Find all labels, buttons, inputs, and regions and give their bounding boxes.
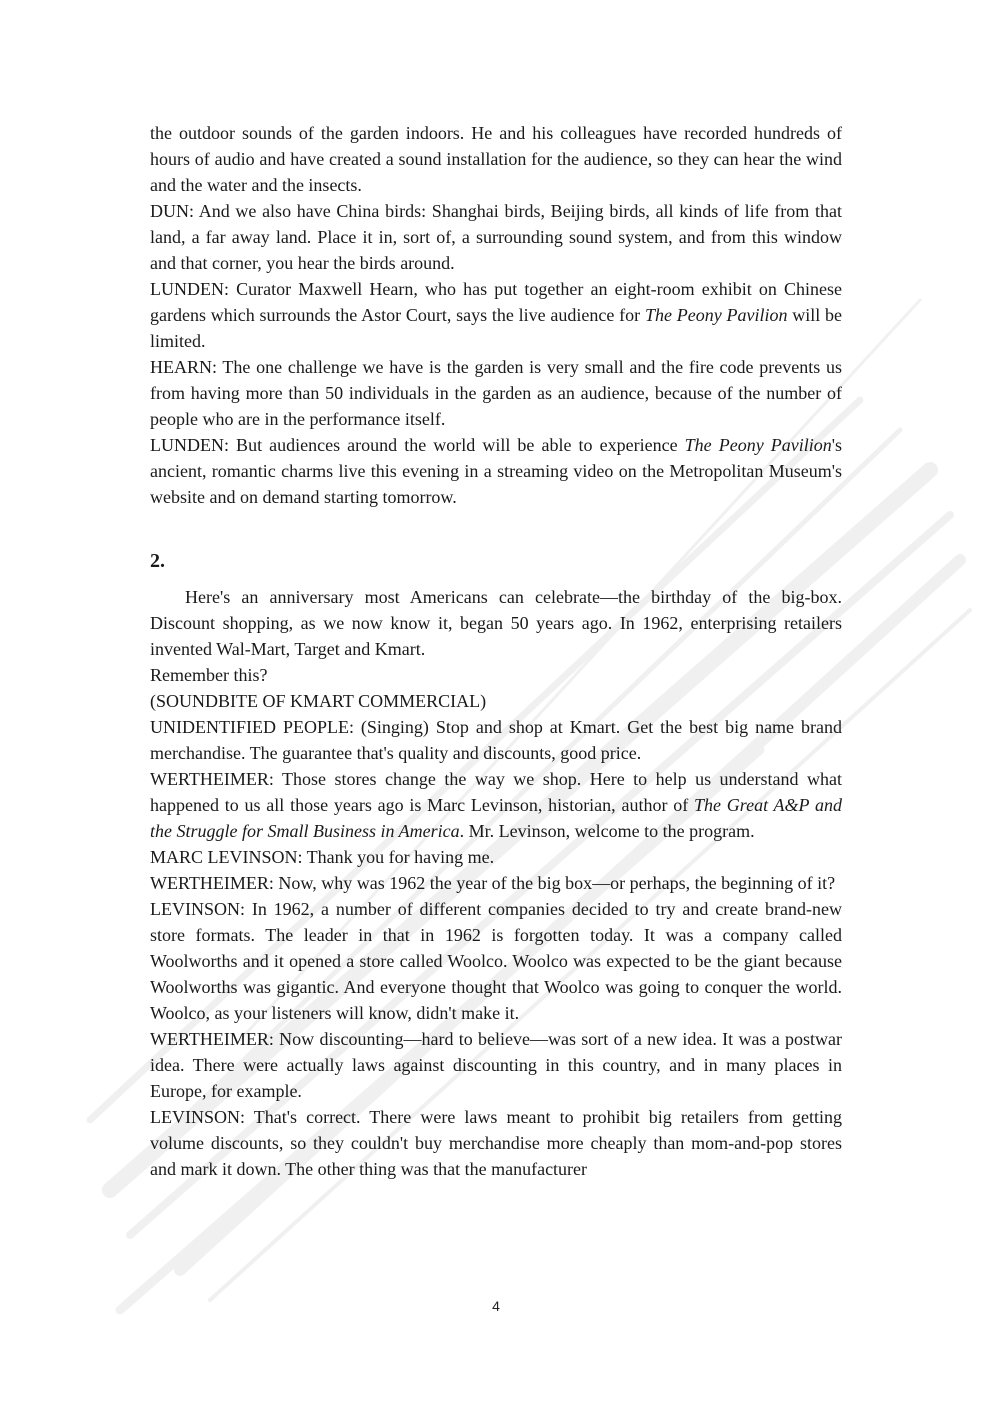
section-heading: 2. — [150, 550, 165, 572]
italic-title: The Peony Pavilion — [644, 305, 788, 325]
paragraph: the outdoor sounds of the garden indoors. He and his colleagues have recorded hundreds of hours of audio and have created a sound installation for the audience, so they can hear the wind and the water and the insects. — [150, 123, 842, 195]
paragraph: MARC LEVINSON: Thank you for having me. — [150, 847, 495, 867]
paragraph: WERTHEIMER: Now discounting—hard to believe—was sort of a new idea. It was a postwar idea. There were actually laws against discounting in this country, and in many places in Europe, for example. — [150, 1029, 842, 1101]
paragraph: WERTHEIMER: Now, why was 1962 the year of the big box—or perhaps, the beginning of it? — [150, 873, 836, 893]
italic-title: The Great A&P and the Struggle for Small Business in America — [150, 795, 843, 841]
paragraph: LUNDEN: But audiences around the world will be able to experience The Peony Pavilion's ancient, romantic charms live this evening in a streaming video on the Metropolitan Museum's website and on demand starting tomorrow. — [150, 435, 842, 507]
paragraph: WERTHEIMER: Those stores change the way we shop. Here to help us understand what happened to us all those years ago is Marc Levinson, historian, author of The Great A&P and the Struggle for Small Business in America. Mr. Levinson, welcome to the program. — [150, 769, 843, 841]
paragraph: UNIDENTIFIED PEOPLE: (Singing) Stop and shop at Kmart. Get the best big name brand merchandise. The guarantee that's quality and discounts, good price. — [150, 717, 842, 763]
page-content — [150, 120, 842, 1182]
paragraph: LEVINSON: In 1962, a number of different companies decided to try and create brand-new store formats. The leader in that in 1962 is forgotten today. It was a company called Woolworths and it opened a store called Woolco. Woolco was expected to be the giant because Woolworths was gigantic. And everyone thought that Woolco was going to conquer the world. Woolco, as your listeners will know, didn't make it. — [150, 899, 842, 1023]
italic-title: The Peony Pavilion — [684, 435, 832, 455]
paragraph: Remember this? — [150, 665, 268, 685]
paragraph: LEVINSON: That's correct. There were laws meant to prohibit big retailers from getting volume discounts, so they couldn't buy merchandise more cheaply than mom-and-pop stores and mark it down. The other thing was that the manufacturer — [150, 1107, 842, 1179]
paragraph: LUNDEN: Curator Maxwell Hearn, who has put together an eight-room exhibit on Chinese gardens which surrounds the Astor Court, says the live audience for The Peony Pavilion will be limited. — [150, 279, 842, 351]
paragraph: (SOUNDBITE OF KMART COMMERCIAL) — [150, 691, 487, 711]
paragraph: DUN: And we also have China birds: Shanghai birds, Beijing birds, all kinds of life from that land, a far away land. Place it in, sort of, a surrounding sound system, and from this window and that corner, you hear the birds around. — [150, 201, 842, 273]
intro-paragraph: Here's an anniversary most Americans can celebrate—the birthday of the big-box. Discount shopping, as we now know it, began 50 years ago. In 1962, enterprising retailers invented Wal-Mart, Target and Kmart. — [150, 587, 842, 659]
page-number: 4 — [492, 1298, 500, 1314]
paragraph: HEARN: The one challenge we have is the garden is very small and the fire code prevents us from having more than 50 individuals in the garden as an audience, because of the number of people who are in the performance itself. — [150, 357, 842, 429]
